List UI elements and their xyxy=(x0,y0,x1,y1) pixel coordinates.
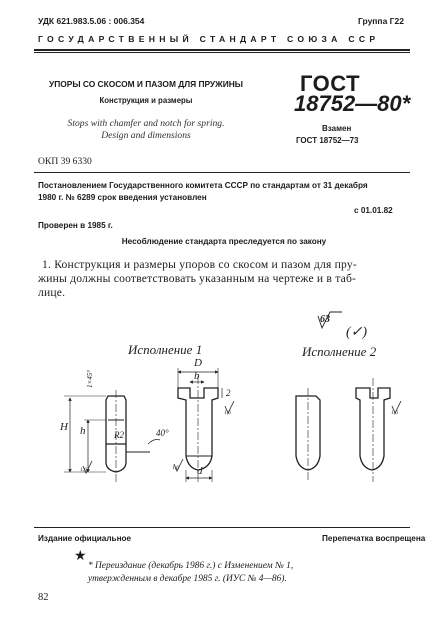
section-rule xyxy=(34,172,410,173)
gost-label: ГОСТ xyxy=(300,71,361,96)
dim-b: b xyxy=(194,370,200,382)
replaces-standard: ГОСТ 18752—73 xyxy=(296,136,359,145)
roughness-small-1: 1,6 xyxy=(80,467,87,473)
variant1-side-view xyxy=(106,390,150,482)
effective-date: с 01.01.82 xyxy=(354,206,393,215)
decree-line2: 1980 г. № 6289 срок введения установлен xyxy=(38,193,207,202)
page-number: 82 xyxy=(38,592,49,603)
footer-rule xyxy=(34,527,410,528)
radius-label: R2 xyxy=(114,430,124,440)
angle-label: 40° xyxy=(156,428,169,438)
okp-code: ОКП 39 6330 xyxy=(38,156,92,167)
roughness-small-3: 1,6 xyxy=(172,465,179,471)
footnote-line2: утвержденным в декабре 1985 г. (ИУС № 4—86). xyxy=(88,574,287,584)
footnote-line1: * Переиздание (декабрь 1986 г.) с Изменением № 1, xyxy=(88,561,294,571)
gost-number: 18752—80* xyxy=(294,91,411,116)
roughness-value: 63 xyxy=(320,314,330,325)
document-title: УПОРЫ СО СКОСОМ И ПАЗОМ ДЛЯ ПРУЖИНЫ xyxy=(49,79,243,89)
dim-H: H xyxy=(60,421,68,433)
dim-h: h xyxy=(80,425,86,437)
group-code: Группа Г22 xyxy=(358,16,404,26)
header-rule-thin xyxy=(34,52,410,53)
variant2-label: Исполнение 2 xyxy=(302,344,377,359)
roughness-check-mark: (✓) xyxy=(346,325,368,340)
udk-code: УДК 621.983.5.06 : 006.354 xyxy=(38,16,145,26)
dim-d: d xyxy=(197,465,203,477)
reprint-prohibited: Перепечатка воспрещена xyxy=(322,534,426,543)
decree-line1: Постановлением Государственного комитета СССР по стандартам от 31 декабря xyxy=(38,181,368,190)
state-standard-banner: ГОСУДАРСТВЕННЫЙ СТАНДАРТ СОЮЗА ССР xyxy=(38,34,380,44)
noncompliance-note: Несоблюдение стандарта преследуется по закону xyxy=(121,237,327,246)
roughness-small-4: 1,6 xyxy=(391,410,398,416)
english-title-line1: Stops with chamfer and notch for spring. xyxy=(67,118,225,129)
dim-2: 2 xyxy=(226,388,231,398)
document-subtitle: Конструкция и размеры xyxy=(99,96,193,105)
dim-D: D xyxy=(194,357,202,369)
replaces-label: Взамен xyxy=(322,124,352,133)
english-title-line2: Design and dimensions xyxy=(101,130,191,141)
technical-drawing xyxy=(0,306,435,516)
roughness-small-2: 1,6 xyxy=(224,410,231,416)
header-rule-thick xyxy=(34,49,410,51)
paragraph-line1: 1. Конструкция и размеры упоров со скосом и пазом для пру- xyxy=(42,258,357,271)
verified-note: Проверен в 1985 г. xyxy=(38,221,113,230)
paragraph-line2: жины должны соответствовать указанным на чертеже и в таб- xyxy=(38,272,357,285)
variant2-view xyxy=(296,378,390,482)
chamfer-label: 1×45° xyxy=(86,369,94,388)
paragraph-line3: лице. xyxy=(38,286,66,299)
official-edition: Издание официальное xyxy=(38,534,132,543)
star-icon: ★ xyxy=(74,549,87,564)
variant1-label: Исполнение 1 xyxy=(128,342,203,357)
